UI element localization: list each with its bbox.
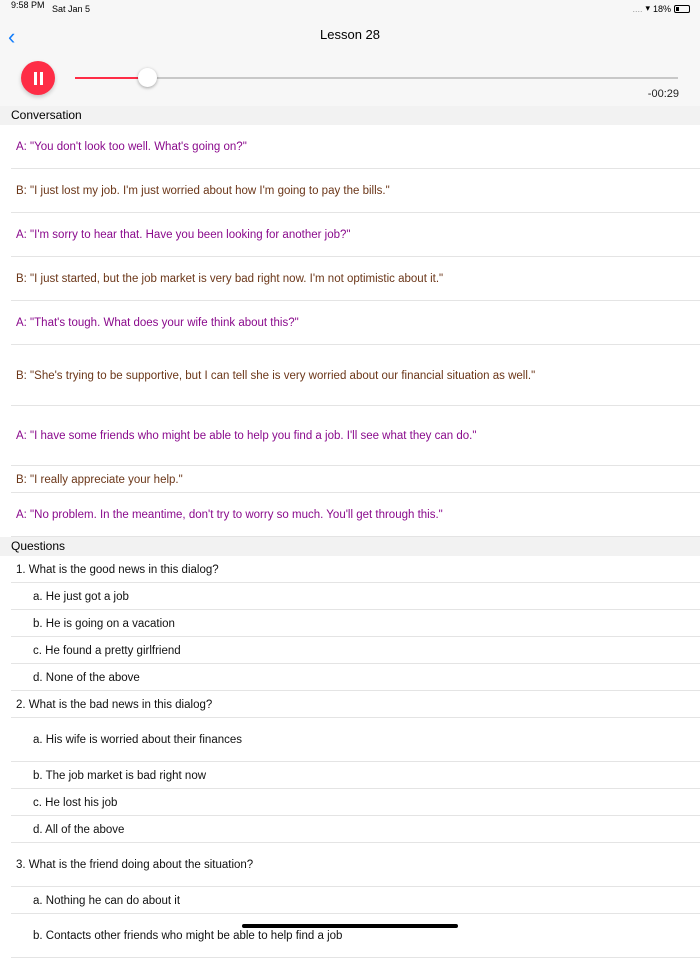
answer-option[interactable]: c. He found a pretty girlfriend bbox=[0, 637, 700, 664]
conversation-line[interactable]: A: "I'm sorry to hear that. Have you been looking for another job?" bbox=[0, 213, 700, 257]
status-bar bbox=[0, 0, 700, 18]
battery-icon bbox=[674, 5, 690, 13]
question-row: 2. What is the bad news in this dialog? bbox=[0, 691, 700, 718]
answer-option[interactable]: b. He is going on a vacation bbox=[0, 610, 700, 637]
home-indicator bbox=[242, 924, 458, 928]
navigation-bar bbox=[0, 20, 700, 50]
progress-fill bbox=[75, 77, 147, 79]
conversation-line[interactable]: A: "No problem. In the meantime, don't try to worry so much. You'll get through this." bbox=[0, 493, 700, 537]
battery-percent: 18% bbox=[652, 3, 671, 14]
conversation-line[interactable]: B: "She's trying to be supportive, but I can tell she is very worried about our financial situation as well." bbox=[0, 345, 700, 406]
conversation-header: Conversation bbox=[0, 106, 700, 125]
status-date: Sat Jan 5 bbox=[52, 4, 91, 14]
progress-slider[interactable] bbox=[75, 77, 678, 79]
answer-option[interactable]: a. His wife is worried about their finances bbox=[0, 718, 700, 762]
questions-header: Questions bbox=[0, 537, 700, 556]
status-time: 9:58 PM bbox=[11, 0, 45, 10]
question-row: 1. What is the good news in this dialog? bbox=[0, 556, 700, 583]
answer-option[interactable]: d. None of the above bbox=[0, 664, 700, 691]
answer-option[interactable]: b. The job market is bad right now bbox=[0, 762, 700, 789]
conversation-line[interactable]: A: "I have some friends who might be able to help you find a job. I'll see what they can do." bbox=[0, 406, 700, 466]
conversation-line[interactable]: A: "That's tough. What does your wife think about this?" bbox=[0, 301, 700, 345]
answer-option[interactable]: d. All of the above bbox=[0, 816, 700, 843]
cellular-icon: .... bbox=[632, 3, 643, 14]
audio-player bbox=[0, 58, 700, 106]
answer-option[interactable]: a. Nothing he can do about it bbox=[0, 887, 700, 914]
remaining-time: -00:29 bbox=[647, 88, 679, 100]
conversation-line[interactable]: B: "I just started, but the job market is very bad right now. I'm not optimistic about it." bbox=[0, 257, 700, 301]
answer-option[interactable]: b. Contacts other friends who might be able to help find a job bbox=[0, 914, 700, 958]
chevron-left-icon[interactable]: ‹ bbox=[8, 24, 16, 49]
page-title: Lesson 28 bbox=[320, 27, 380, 42]
wifi-icon: ▾ bbox=[645, 3, 650, 13]
pause-icon bbox=[34, 72, 37, 85]
slider-thumb[interactable] bbox=[138, 68, 157, 87]
answer-option[interactable]: a. He just got a job bbox=[0, 583, 700, 610]
conversation-line[interactable]: B: "I really appreciate your help." bbox=[0, 466, 700, 493]
conversation-line[interactable]: B: "I just lost my job. I'm just worried about how I'm going to pay the bills." bbox=[0, 169, 700, 213]
conversation-line[interactable]: A: "You don't look too well. What's going on?" bbox=[0, 125, 700, 169]
pause-button[interactable] bbox=[21, 61, 55, 95]
answer-option[interactable]: c. He lost his job bbox=[0, 789, 700, 816]
question-row: 3. What is the friend doing about the situation? bbox=[0, 843, 700, 887]
